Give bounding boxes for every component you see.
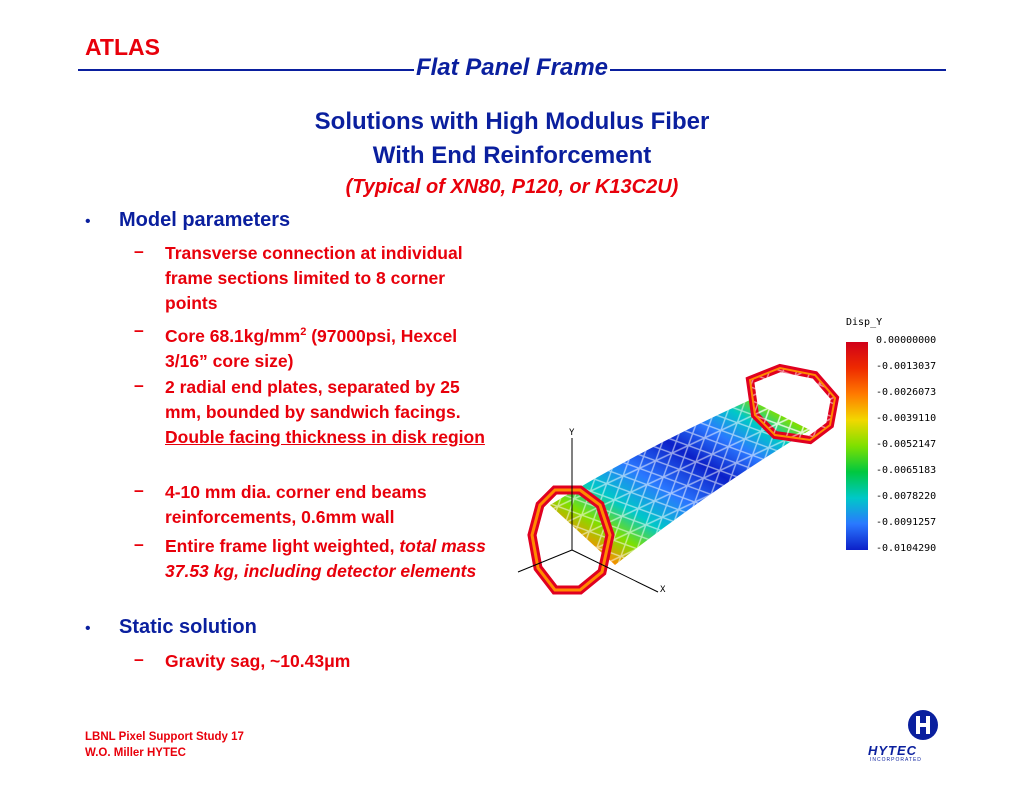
legend-colorbar bbox=[846, 342, 868, 550]
hytec-logo-text: HYTEC bbox=[868, 743, 918, 758]
axis-x-label: X bbox=[660, 585, 666, 595]
bullet-dot: • bbox=[85, 213, 91, 230]
footer-line1: LBNL Pixel Support Study 17 bbox=[85, 731, 244, 743]
dash: – bbox=[134, 320, 144, 340]
legend-value: 0.00000000 bbox=[876, 335, 937, 346]
total-mass-text: total mass 37.53 kg, including detector elements bbox=[165, 536, 486, 581]
dash: – bbox=[134, 480, 144, 500]
legend-value: -0.0026073 bbox=[876, 387, 937, 398]
legend-title: Disp_Y bbox=[846, 317, 883, 328]
unit-m: m bbox=[334, 651, 351, 671]
light-weighted-text: Entire frame light weighted, bbox=[165, 536, 395, 556]
micro-symbol: μ bbox=[324, 651, 335, 671]
heading-subtitle: (Typical of XN80, P120, or K13C2U) bbox=[345, 176, 679, 198]
sub-item-gravity-sag bbox=[165, 649, 495, 674]
double-facing-text: Double facing thickness in disk region bbox=[165, 427, 485, 447]
legend-value: -0.0013037 bbox=[876, 361, 937, 372]
sub-item-transverse: Transverse connection at individual frame sections limited to 8 corner points bbox=[165, 243, 463, 313]
end-plates-text: 2 radial end plates, separated by 25 mm, bounded by sandwich facings. bbox=[165, 377, 461, 422]
hytec-logo-icon bbox=[906, 708, 940, 742]
axis-y-label: Y bbox=[569, 428, 575, 438]
fea-frame-image bbox=[510, 340, 850, 610]
frame-title-text: Flat Panel Frame bbox=[415, 54, 609, 81]
legend-value: -0.0039110 bbox=[876, 413, 937, 424]
atlas-label: ATLAS bbox=[85, 34, 160, 60]
legend-value: -0.0078220 bbox=[876, 491, 937, 502]
sub-item-corner-beams: 4-10 mm dia. corner end beams reinforcements, 0.6mm wall bbox=[165, 482, 427, 527]
core-superscript: 2 bbox=[300, 326, 307, 338]
legend-value: -0.0065183 bbox=[876, 465, 937, 476]
sub-item-core bbox=[165, 320, 495, 374]
core-text: Core 68.1kg/mm bbox=[165, 325, 301, 346]
bullet-dot: • bbox=[85, 620, 91, 637]
hytec-logo-subtext: INCORPORATED bbox=[870, 757, 922, 763]
heading-line1: Solutions with High Modulus Fiber bbox=[314, 108, 710, 135]
legend-value: -0.0052147 bbox=[876, 439, 937, 450]
footer-line2: W.O. Miller HYTEC bbox=[85, 747, 186, 759]
frame-title bbox=[0, 54, 1024, 82]
dash: – bbox=[134, 649, 144, 669]
gravity-text: Gravity sag, ~10.43 bbox=[165, 651, 325, 671]
dash: – bbox=[134, 534, 144, 554]
sub-item-end-plates bbox=[165, 375, 495, 450]
dash: – bbox=[134, 241, 144, 261]
footer bbox=[85, 729, 244, 761]
bullet-static-solution: Static solution bbox=[119, 616, 257, 638]
core-text-rest: (97000psi, Hexcel 3/16” core size) bbox=[165, 325, 458, 371]
bullet-model-parameters: Model parameters bbox=[119, 209, 291, 231]
sub-item-light-weighted bbox=[165, 534, 495, 584]
legend-value: -0.0091257 bbox=[876, 517, 937, 528]
dash: – bbox=[134, 375, 144, 395]
axis-z-line bbox=[518, 550, 572, 572]
heading-line2: With End Reinforcement bbox=[372, 142, 652, 169]
legend-value: -0.0104290 bbox=[876, 543, 937, 554]
